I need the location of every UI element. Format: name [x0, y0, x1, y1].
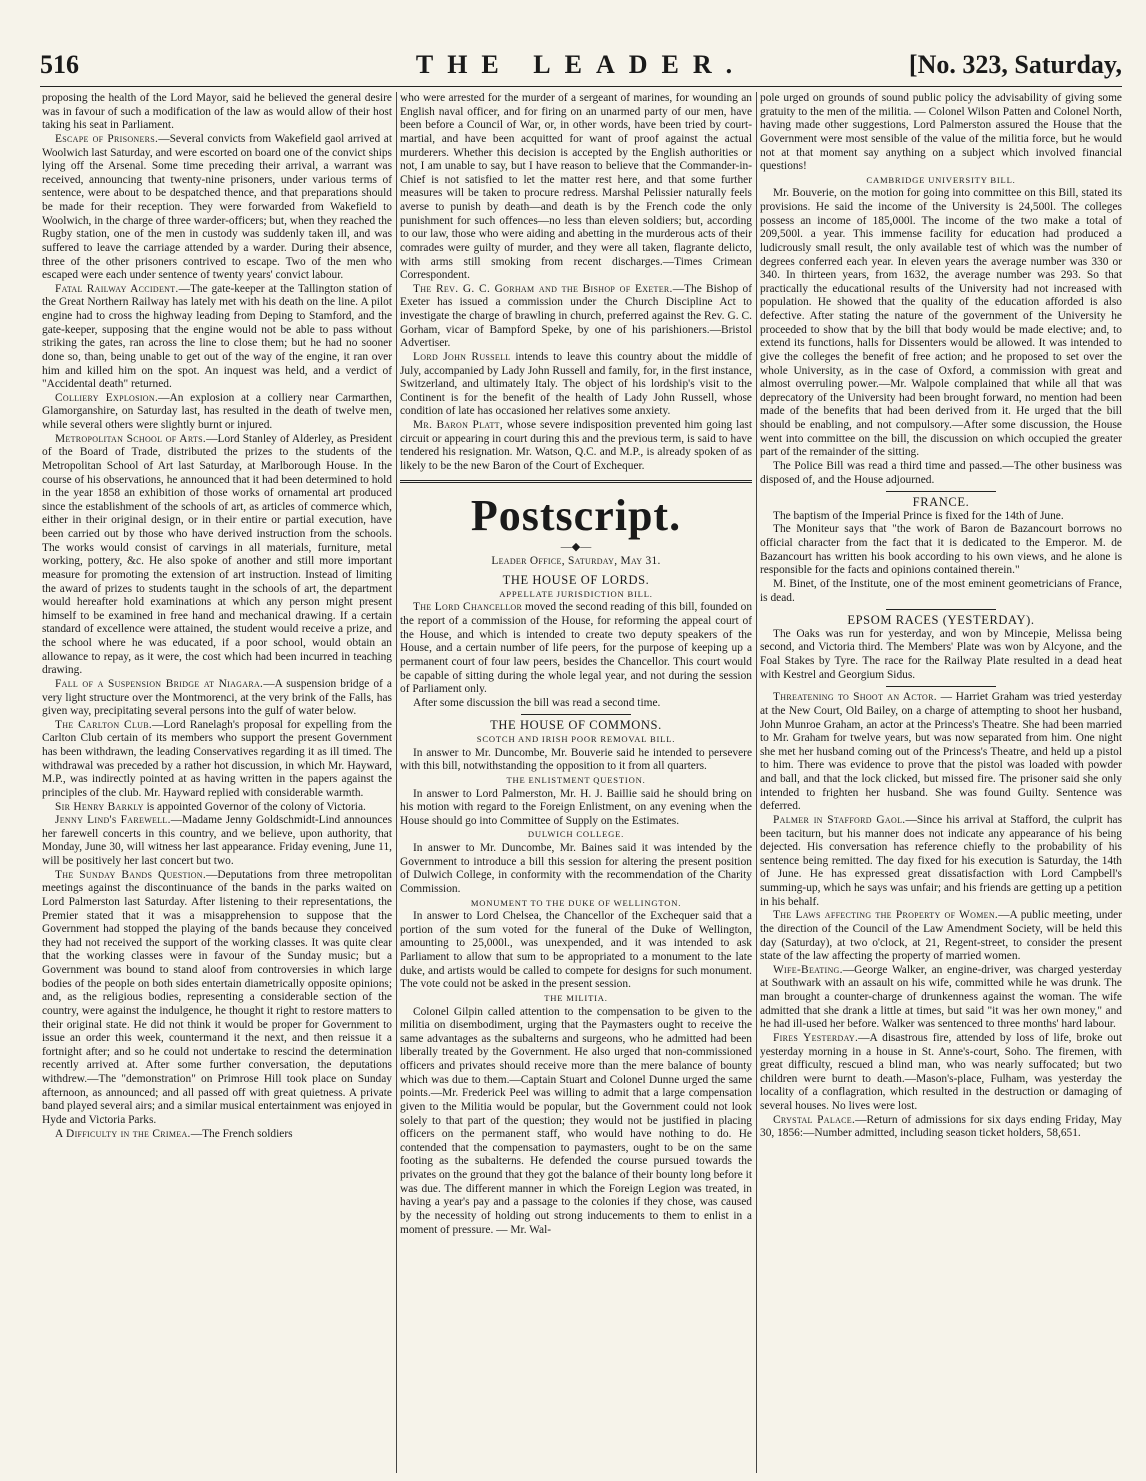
column-2 — [400, 92, 752, 1477]
article-paragraph: Colliery Explosion.—An explosion at a colliery near Carmarthen, Glamorganshire, on Saturday last, has resulted in the death of twelve men, while several others were slightly burnt or injured. — [42, 391, 392, 431]
dateline: Leader Office, Saturday, May 31. — [491, 554, 661, 567]
column-divider — [756, 92, 757, 1473]
postscript-title: Postscript. — [470, 490, 682, 540]
commons-subheading: DULWICH COLLEGE. — [527, 829, 625, 840]
article-paragraph: In answer to Lord Palmerston, Mr. H. J. Baillie said he should bring on his motion with regard to the Foreign Enlistment, on any evening when the House should go into Committee of Supply on the Estimates. — [400, 787, 752, 827]
epsom-heading: EPSOM RACES (YESTERDAY). — [847, 613, 1035, 628]
lords-subheading: APPELLATE JURISDICTION BILL. — [499, 588, 653, 599]
article-paragraph: A Difficulty in the Crimea.—The French soldiers — [55, 1127, 293, 1140]
article-paragraph: Metropolitan School of Arts.—Lord Stanley of Alderley, as President of the Board of Trade, distributed the prizes to the students of the Metropolitan School of Art last Saturday, at Marlborough House. In the course of his observations, he announced that it had been determined to hold in the year 1858 an exhibition of those works of ornamental art produced since the establishment of the schools of art, as articles of commerce which, either in their original design, or in their entire or partial execution, have been carried out by those who have derived instruction from the schools. The works would consist of carvings in all materials, furniture, metal working, pottery, &c. He also spoke of another and still more important measure for promoting the extension of art instruction. Instead of limiting the award of prizes to students taught in the schools of art, the department would hereafter hold examinations at which any person might present himself to be examined in free hand and mechanical drawing. If a certain standard of excellence were attained, the student would receive a prize, and the school where he was educated, if a poor school, would obtain an allowance to repay, as it were, the cost which had been incurred in teaching drawing. — [42, 432, 392, 677]
article-paragraph: After some discussion the bill was read a second time. — [413, 696, 661, 709]
article-paragraph: Crystal Palace.—Return of admissions for six days ending Friday, May 30, 1856:—Number admitted, including season ticket holders, 58,651. — [760, 1113, 1122, 1140]
ornament-dash: —◆— — [560, 540, 592, 553]
article-paragraph: The Rev. G. C. Gorham and the Bishop of Exeter.—The Bishop of Exeter has issued a commission under the Church Discipline Act to investigate the charge of brawling in church, preferred against the Rev. G. C. Gorham, vicar of Bampford Speke, by one of his parishioners.—Bristol Advertiser. — [400, 282, 752, 350]
section-divider — [521, 714, 631, 715]
article-paragraph: Fires Yesterday.—A disastrous fire, attended by loss of life, broke out yesterday morning in a house in St. Anne's-court, Soho. The firemen, with great difficulty, rescued a blind man, who was nearly suffocated; but two children were burnt to death.—Mason's-place, Fulham, was yesterday the locality of a conflagration, which resulted in the destruction or damaging of several houses. No lives were lost. — [760, 1031, 1122, 1112]
house-of-commons-heading: THE HOUSE OF COMMONS. — [490, 718, 662, 733]
article-paragraph: In answer to Lord Chelsea, the Chancellor of the Exchequer said that a portion of the sum voted for the funeral of the Duke of Wellington, amounting to 25,000l., was unexpended, and it was intended to ask Parliament to allow that sum to be appropriated to a monument to the late duke, and artists would be called to compete for designs for such monument. The vote could not be asked in the present session. — [400, 910, 752, 991]
masthead — [40, 46, 1122, 87]
article-paragraph: The baptism of the Imperial Prince is fixed for the 14th of June. — [773, 509, 1064, 522]
commons-subheading: SCOTCH AND IRISH POOR REMOVAL BILL. — [476, 734, 676, 744]
article-paragraph: Fall of a Suspension Bridge at Niagara.—A suspension bridge of a very light structure over the Montmorenci, at the very brink of the Falls, has given way, precipitating several persons into the gulf of water below. — [42, 677, 392, 718]
article-paragraph: Mr. Baron Platt, whose severe indisposition prevented him going last circuit or appearing in court during this and the previous term, is said to have tendered his resignation. Mr. Watson, Q.C. and M.P., is already spoken of as likely to be the new Baron of the Court of Exchequer. — [400, 419, 752, 472]
article-paragraph: The Laws affecting the Property of Women.—A public meeting, under the direction of the Council of the Law Amendment Society, will be held this day (Saturday), at two o'clock, at 21, Regent-street, to consider the present state of the law affecting the property of married women. — [760, 909, 1122, 963]
article-paragraph: Lord John Russell intends to leave this country about the middle of July, accompanied by Lady John Russell and family, for, in the first instance, Switzerland, and ultimately Italy. The object of his lordship's visit to the Continent is for the benefit of the health of Lady John Russell, whose condition of late has occasioned her relatives some anxiety. — [400, 350, 752, 418]
article-paragraph: pole urged on grounds of sound public policy the advisability of giving some gratuity to the men of the militia. — Colonel Wilson Patten and Colonel North, having made other suggestions, Lord Palmerston assured the House that the Government were most sensible of the value of the militia force, but he would not at that moment say anything on a subject which involved financial questions! — [760, 92, 1122, 173]
article-paragraph: The Sunday Bands Question.—Deputations from three metropolitan meetings against the discontinuance of the bands in the parks waited on Lord Palmerston last Saturday. After listening to their representations, the Premier stated that it was a misapprehension to suppose that the Government had stopped the playing of the bands because they conceived they had not received the support of the working classes. It was quite clear that the working classes were in favour of the Sunday music; but a Government was bound to stand aloof from controversies in which large bodies of the people on both sides entertain diametrically opposite opinions; and, as the religious bodies, representing a considerable section of the country, were against the indulgence, he thought it right to restore matters to their original state. He did not think it would be proper for Government to issue an order this week, countermand it the next, and then reissue it a fortnight after; and so he could not undertake to rescind the determination recently arrived at. After some further conversation, the deputations withdrew.—The "demonstration" on Primrose Hill took place on Sunday afternoon, as announced; and all passed off with great quietness. A private band played several airs; and a similar musical entertainment was enjoyed in Hyde and Victoria Parks. — [42, 868, 392, 1126]
newspaper-title: THE LEADER. — [415, 50, 747, 79]
column-1 — [42, 92, 392, 1477]
commons-subheading: MONUMENT TO THE DUKE OF WELLINGTON. — [470, 897, 682, 908]
article-paragraph: The Moniteur says that "the work of Baron de Bazancourt borrows no official character from the fact that it is dedicated to the Emperor. M. de Bazancourt has written his book according to his own views, and he alone is responsible for the facts and opinions contained therein." — [760, 523, 1122, 577]
column-divider — [396, 92, 397, 1473]
article-paragraph: The Lord Chancellor moved the second reading of this bill, founded on the report of a commission of the House, for reforming the appeal court of the House, and which is intended to create two deputy speakers of the House, and a certain number of life peers, for the purpose of keeping up a permanent court of four law peers, besides the Chancellor. This court would be capable of sitting during the whole legal year, and not during the session of Parliament only. — [400, 601, 752, 696]
section-divider — [886, 609, 996, 610]
section-divider — [886, 686, 996, 687]
page-number: 516 — [40, 50, 79, 79]
section-divider — [400, 480, 752, 483]
cambridge-subheading: CAMBRIDGE UNIVERSITY BILL. — [866, 174, 1016, 185]
house-of-lords-heading: THE HOUSE OF LORDS. — [502, 573, 650, 588]
article-paragraph: The Oaks was run for yesterday, and won by Mincepie, Melissa being second, and Victoria third. The Members' Plate was won by Alcyone, and the Foal Stakes by Tyre. The race for the Railway Plate resulted in a dead heat with Kestrel and Georgium Sidus. — [760, 627, 1122, 681]
article-paragraph: The Carlton Club.—Lord Ranelagh's proposal for expelling from the Carlton Club certain of its members who support the present Government has been withdrawn, the leading Conservatives regarding it as ill timed. The withdrawal was preceded by a rather hot discussion, in which Mr. Hayward, M.P., was indirectly pointed at as having written in the papers against the principles of the club. Mr. Hayward replied with considerable warmth. — [42, 718, 392, 799]
article-paragraph: Mr. Bouverie, on the motion for going into committee on this Bill, stated its provisions. He said the income of the University is 24,500l. The colleges possess an income of 185,000l. The income of the two make a total of 209,500l. a year. This immense facility for education had produced a ludicrously small result, the only available test of which was the number of degrees conferred each year. In eleven years the average number was 330 or 340. In thirteen years, from 1632, the average number was 293. So that practically the educational results of the University had not increased with population. He showed that the quality of the education afforded is also defective. After stating the nature of the government of the University he proceeded to show that by the bill that body would be made elective; and, to extend its functions, halls for Dissenters would be allowed. It was intended to give the colleges the benefit of free action; and he proposed to set over the whole University, as in the case of Oxford, a commission with great and almost overruling power.—Mr. Walpole complained that while all that was deprecatory of the University had been brought forward, no mention had been made of the benefits that had been derived from it. He urged that the bill should be enabling, and not compulsory.—After some discussion, the House went into committee on the bill, the discussion on which occupied the greater part of the remainder of the sitting. — [760, 187, 1122, 459]
article-paragraph: Fatal Railway Accident.—The gate-keeper at the Tallington station of the Great Northern Railway has lately met with his death on the line. A pilot engine had to cross the highway leading from Deping to Stamford, and the gate-keeper, supposing that the engine would not be able to pass without striking the gates, ran across the line to close them; but he had no sooner done so, than, being unable to get out of the way of the engine, it ran over him and killed him on the spot. An inquest was held, and a verdict of "Accidental death" returned. — [42, 282, 392, 391]
article-paragraph: Escape of Prisoners.—Several convicts from Wakefield gaol arrived at Woolwich last Saturday, and were escorted on board one of the convict ships lying off the Arsenal. Some time preceding their arrival, a warrant was received, announcing that twenty-nine prisoners, under various terms of sentence, were about to be despatched thence, and that preparations should be made for their reception. They were forwarded from Wakefield to Woolwich, in the charge of three warder-officers; but, when they reached the Rugby station, one of the men in custody was suddenly taken ill, and was suffered to leave the carriage attended by a warder. During their absence, three of the other prisoners contrived to escape. Two of the men who escaped were each under sentence of twenty years' convict labour. — [42, 132, 392, 282]
article-paragraph: proposing the health of the Lord Mayor, said he believed the general desire was in favour of such a modification of the law as would allow of their host taking his seat in Parliament. — [42, 92, 392, 132]
column-3 — [760, 92, 1122, 1477]
commons-subheading: THE ENLISTMENT QUESTION. — [506, 774, 646, 785]
article-paragraph: Palmer in Stafford Gaol.—Since his arrival at Stafford, the culprit has been taciturn, but his manner does not indicate any appearance of his being dejected. His conversation has reference chiefly to the probability of his sentence being remitted. The day fixed for his execution is Saturday, the 14th of June. He has expressed great dissatisfaction with Lord Campbell's summing-up, which he says was unfair; and his friends are getting up a petition in his behalf. — [760, 813, 1122, 908]
issue-number: [No. 323, Saturday, — [908, 50, 1122, 79]
article-paragraph: The Police Bill was read a third time and passed.—The other business was disposed of, and the House adjourned. — [760, 459, 1122, 486]
article-paragraph: Jenny Lind's Farewell.—Madame Jenny Goldschmidt-Lind announces her farewell concerts in this country, and we believe, upon authority, that Monday, June 30, will witness her last appearance. Friday evening, June 11, will be positively her last concert but two. — [42, 814, 392, 867]
article-paragraph: In answer to Mr. Duncombe, Mr. Bouverie said he intended to persevere with this bill, notwithstanding the opposition to it from all quarters. — [400, 746, 752, 773]
commons-subheading: THE MILITIA. — [544, 992, 608, 1003]
article-paragraph: Sir Henry Barkly is appointed Governor of the colony of Victoria. — [55, 800, 366, 813]
article-paragraph: who were arrested for the murder of a sergeant of marines, for wounding an English naval officer, and for firing on an unarmed party of our men, have been before a Council of War, or, in other words, have been tried by court-martial, and have been acquitted for want of proof against the actual murderers. Whether this decision is accepted by the English authorities or not, I am unable to say, but I have reason to believe that the Commander-in-Chief is not satisfied to let the matter rest here, and that some further measures will be taken to procure redress. Marshal Pelissier naturally feels averse to punish by death—and death is by the French code the only punishment for such offences—no less than eleven soldiers; but, according to our law, those who were aiding and abetting in the murderous acts of their comrades were guilty of murder, and they were all taken, flagrante delicto, with arms still smoking from recent discharges.—Times Crimean Correspondent. — [400, 92, 752, 282]
article-paragraph: Wife-Beating.—George Walker, an engine-driver, was charged yesterday at Southwark with an assault on his wife, committed while he was drunk. The man brought a counter-charge of drunkenness against the woman. The wife admitted that she drank a little at times, but said "it was her own money," and he had ill-used her before. Walker was sentenced to three months' hard labour. — [760, 963, 1122, 1031]
france-heading: FRANCE. — [912, 495, 970, 510]
section-divider — [886, 491, 996, 492]
article-paragraph: In answer to Mr. Duncombe, Mr. Baines said it was intended by the Government to introduce a bill this session for altering the present position of Dulwich College, in conformity with the recommendation of the Charity Commission. — [400, 842, 752, 895]
article-paragraph: Colonel Gilpin called attention to the compensation to be given to the militia on disembodiment, urging that the Paymasters ought to receive the same advantages as the subalterns and surgeons, who he admitted had been liberally treated by the Government. He also urged that non-commissioned officers and privates should receive more than the mere balance of bounty which was due to them.—Captain Stuart and Colonel Dunne urged the same points.—Mr. Frederick Peel was willing to admit that a large compensation given to the Militia would be popular, but the Government could not look solely to that part of the question; they would not be justified in placing officers on the permanent staff, who would have nothing to do. He contended that the compensation to paymasters, ought to be on the same footing as the subalterns. He defended the course pursued towards the privates on the ground that they got the balance of their bounty long before it was due. The different manner in which the Foreign Legion was treated, in having a year's pay and a passage to the colonies if they chose, was caused by the necessity of holding out strong inducements to them to enlist in a moment of pressure. — Mr. Wal- — [400, 1005, 752, 1236]
article-paragraph: M. Binet, of the Institute, one of the most eminent geometricians of France, is dead. — [760, 577, 1122, 604]
article-paragraph: Threatening to Shoot an Actor. — Harriet Graham was tried yesterday at the New Court, Old Bailey, on a charge of attempting to shoot her husband, John Munroe Graham, an actor at the Princess's Theatre. She had been married to Mr. Graham for twelve years, but was now separated from him. One night she met her husband coming out of the Princess's Theatre, and held up a pistol to him. There was evidence to prove that the pistol was loaded with powder and ball, and that the lock clicked, but missed fire. The prisoner said she only intended to frighten her husband. She was found Guilty. Sentence was deferred. — [760, 691, 1122, 813]
